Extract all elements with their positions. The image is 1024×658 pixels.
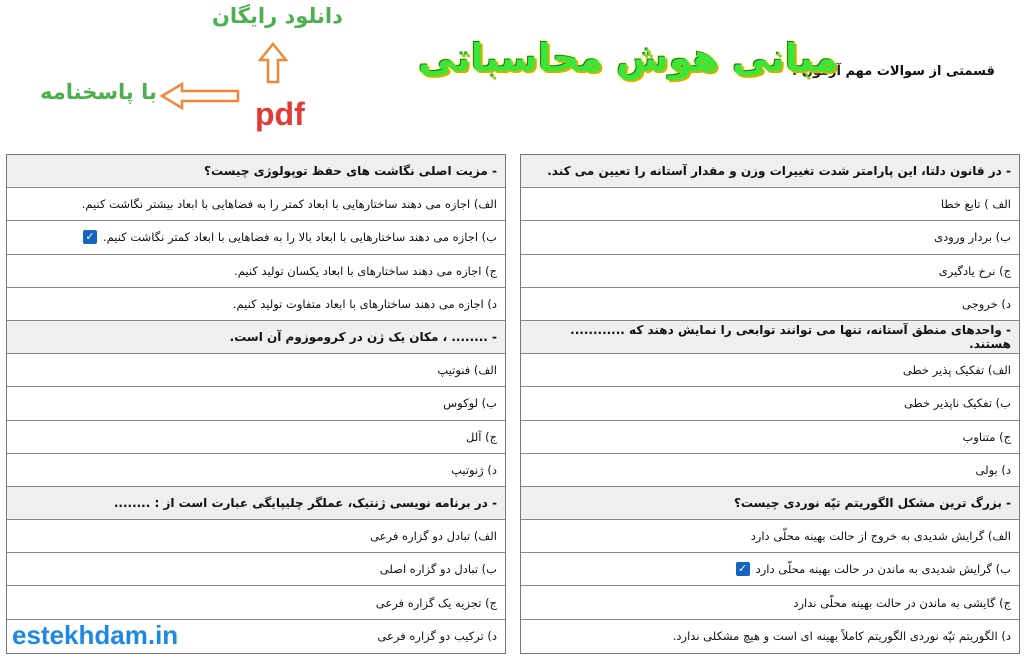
answer-row[interactable]: [7, 354, 505, 387]
answer-text: د) الگوریتم تپّه نوردی الگوریتم کاملاً بهینه ای است و هیچ مشکلی ندارد.: [672, 629, 1011, 644]
checkbox-checked-icon[interactable]: ✓: [736, 562, 750, 576]
answer-text: ب) گرایش شدیدی به ماندن در حالت بهینه محلّی دارد: [755, 562, 1011, 577]
answer-text: الف) تفکیک پذیر خطی: [902, 363, 1011, 378]
answer-row[interactable]: [7, 387, 505, 420]
right-question-table: [520, 154, 1020, 654]
question-row: [521, 321, 1019, 354]
arrow-left-icon: [160, 82, 240, 110]
answer-row[interactable]: [521, 620, 1019, 653]
answer-text: د) اجازه می دهند ساختارهای با ابعاد متفاوت تولید کنیم.: [232, 296, 497, 311]
answer-row[interactable]: [7, 255, 505, 288]
answer-row[interactable]: [7, 553, 505, 586]
question-text: - در برنامه نویسی ژنتیک، عملگر چلیپایگی عبارت است از : ........: [113, 495, 497, 510]
left-question-table: [6, 154, 506, 654]
answer-row[interactable]: [521, 221, 1019, 254]
answer-text: ج) گایشی به ماندن در حالت بهینه محلّی ندارد: [793, 595, 1011, 610]
answer-row[interactable]: [521, 387, 1019, 420]
answer-text: د) ترکیب دو گزاره فرعی: [377, 629, 497, 644]
answer-row[interactable]: [521, 454, 1019, 487]
answer-text: د) خروجی: [962, 296, 1011, 311]
question-text: - ........ ، مکان یک ژن در کروموزوم آن است.: [229, 330, 497, 345]
question-row: [521, 155, 1019, 188]
answer-row[interactable]: [521, 586, 1019, 619]
answer-text: الف) گرایش شدیدی به خروج از حالت بهینه محلّی دارد: [750, 529, 1011, 544]
answer-row[interactable]: [521, 288, 1019, 321]
answer-row[interactable]: [521, 255, 1019, 288]
answer-text: ج) تجزیه یک گزاره فرعی: [375, 595, 497, 610]
answer-text: الف ) تابع خطا: [940, 197, 1011, 212]
question-text: - مزیت اصلی نگاشت های حفظ توپولوژی چیست؟: [204, 164, 497, 179]
answer-row[interactable]: [7, 221, 505, 254]
question-row: [7, 321, 505, 354]
answer-text: ب) تفکیک ناپذیر خطی: [903, 396, 1011, 411]
answer-row[interactable]: [521, 421, 1019, 454]
answer-row[interactable]: [521, 553, 1019, 586]
subtitle: قسمتی از سوالات مهم آزمون :: [792, 64, 995, 79]
watermark: estekhdam.in: [12, 620, 179, 650]
pdf-label: pdf: [255, 96, 305, 132]
question-text: - واحدهای منطق آستانه، تنها می توانند توابعی را نمایش دهند که ............ هستند.: [570, 323, 1011, 352]
answer-text: ج) آلل: [466, 429, 497, 444]
answer-text: ب) لوکوس: [443, 396, 497, 411]
question-row: [7, 155, 505, 188]
answer-text: ج) اجازه می دهند ساختارهای با ابعاد یکسان تولید کنیم.: [234, 263, 497, 278]
answer-text: الف) فنوتیپ: [437, 363, 497, 378]
answer-row[interactable]: [521, 188, 1019, 221]
answer-text: د) ژنوتیپ: [451, 462, 497, 477]
arrow-up-icon: [258, 42, 288, 84]
answer-text: ب) تبادل دو گزاره اصلی: [379, 562, 497, 577]
answer-text: الف) تبادل دو گزاره فرعی: [370, 529, 497, 544]
answer-text: ب) اجازه می دهند ساختارهایی با ابعاد بالا را به فضاهایی با ابعاد کمتر نگاشت کنیم.: [103, 230, 497, 245]
question-text: - بزرگ ترین مشکل الگوریتم تپّه نوردی چیست؟: [733, 495, 1011, 510]
answer-row[interactable]: [7, 188, 505, 221]
answer-row[interactable]: [521, 354, 1019, 387]
answer-text: ج) نرخ یادگیری: [938, 263, 1011, 278]
checkbox-checked-icon[interactable]: ✓: [83, 230, 97, 244]
answer-text: د) بولی: [975, 462, 1011, 477]
answer-row[interactable]: [7, 421, 505, 454]
question-row: [521, 487, 1019, 520]
answer-text: ب) بردار ورودی: [934, 230, 1011, 245]
answer-row[interactable]: [7, 288, 505, 321]
answer-row[interactable]: [7, 454, 505, 487]
download-label: دانلود رایگان: [212, 4, 343, 28]
answers-label: با پاسخنامه: [40, 80, 157, 104]
answer-row[interactable]: [521, 520, 1019, 553]
question-row: [7, 487, 505, 520]
answer-text: ج) متناوب: [962, 429, 1011, 444]
answer-row[interactable]: [7, 586, 505, 619]
answer-row[interactable]: [7, 520, 505, 553]
main-title: مبانی هوش محاسباتی: [418, 36, 839, 80]
answer-text: الف) اجازه می دهند ساختارهایی با ابعاد کمتر را به فضاهایی با ابعاد بیشتر نگاشت کنیم.: [81, 197, 497, 212]
question-text: - در قانون دلتا، این پارامتر شدت تغییرات وزن و مقدار آستانه را تعیین می کند.: [547, 164, 1011, 179]
